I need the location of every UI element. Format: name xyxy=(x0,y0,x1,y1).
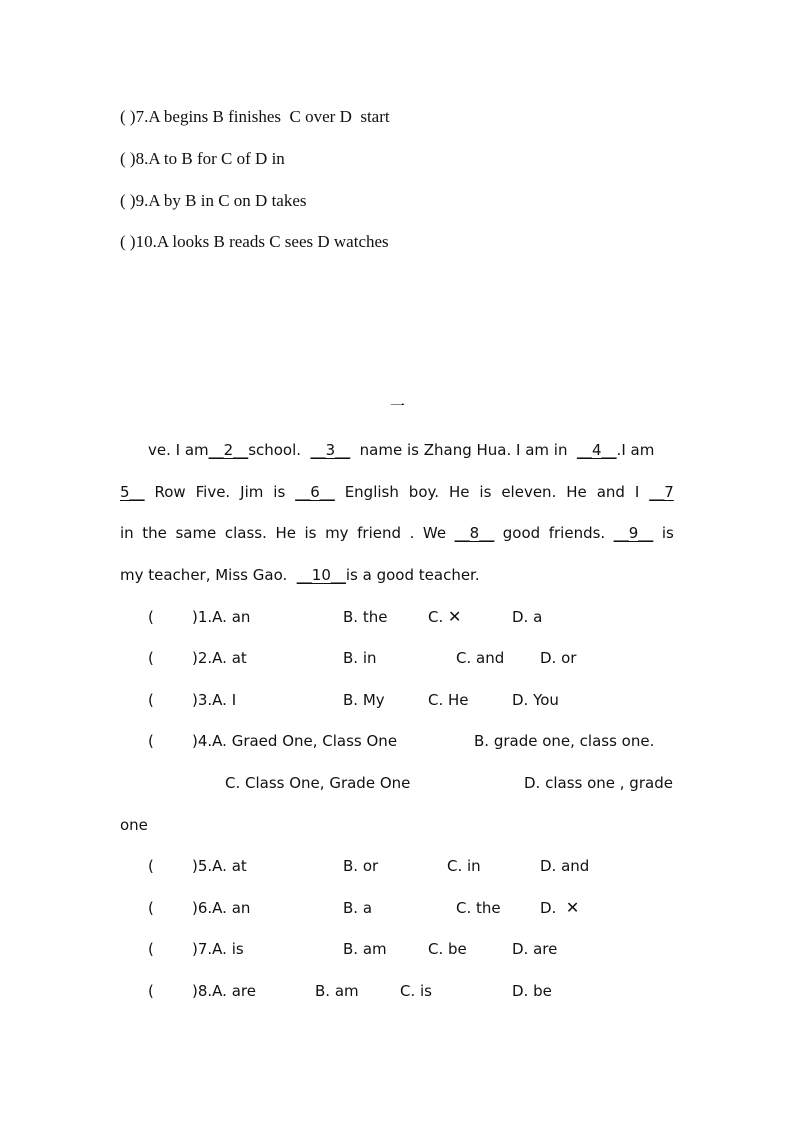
question-9-line: ( )9.A by B in C on D takes xyxy=(120,191,307,210)
section-mark: 一 xyxy=(390,399,406,415)
passage-word: is xyxy=(479,483,492,501)
q4-stem: ( )4.A. Graed One, Class One xyxy=(148,732,398,750)
passage-word: class. xyxy=(224,524,267,542)
blank-7: __7 xyxy=(649,483,674,501)
passage-word: English xyxy=(344,483,399,501)
passage-line-4 xyxy=(120,565,480,585)
passage-text: ve. I am xyxy=(148,441,209,459)
passage-text: is a good teacher. xyxy=(345,566,480,584)
q6-stem: ( )6.A. an xyxy=(148,899,251,917)
passage-word: eleven. xyxy=(501,483,557,501)
passage-word: boy. xyxy=(408,483,440,501)
passage-word: is xyxy=(273,483,286,501)
blank-8: __8__ xyxy=(454,524,495,542)
q4-option-c: C. Class One, Grade One xyxy=(225,774,411,792)
q7-option-d: D. are xyxy=(512,940,558,958)
passage-line-3 xyxy=(120,523,674,543)
q2-option-c: C. and xyxy=(456,649,505,667)
question-7-line: ( )7.A begins B finishes C over D start xyxy=(120,107,390,126)
passage-word: in xyxy=(120,524,134,542)
option-label: D. xyxy=(540,899,557,917)
passage-word: good xyxy=(502,524,541,542)
q2-option-b: B. in xyxy=(343,649,377,667)
blank-10: __10__ xyxy=(296,566,346,584)
q8-option-b: B. am xyxy=(315,982,359,1000)
q3-option-b: B. My xyxy=(343,691,385,709)
q8-option-c: C. is xyxy=(400,982,432,1000)
q4-option-d: D. class one , grade xyxy=(524,774,673,792)
cross-icon: ✕ xyxy=(565,898,580,917)
passage-word: He xyxy=(448,483,470,501)
q5-stem: ( )5.A. at xyxy=(148,857,247,875)
q5-option-d: D. and xyxy=(540,857,590,875)
q6-option-d xyxy=(540,898,579,918)
option-label: C. xyxy=(428,608,444,626)
passage-word: is xyxy=(661,524,674,542)
passage-word: the xyxy=(142,524,167,542)
passage-text: name is Zhang Hua. I am in xyxy=(350,441,577,459)
q6-option-c: C. the xyxy=(456,899,501,917)
q3-option-d: D. You xyxy=(512,691,559,709)
passage-text: school. xyxy=(248,441,311,459)
passage-word: friends. xyxy=(548,524,606,542)
q2-stem: ( )2.A. at xyxy=(148,649,247,667)
blank-4: __4__ xyxy=(577,441,617,459)
passage-word: my xyxy=(325,524,349,542)
q1-option-d: D. a xyxy=(512,608,543,626)
passage-line-2 xyxy=(120,482,674,502)
passage-word: . xyxy=(409,524,415,542)
passage-text: .I am xyxy=(616,441,655,459)
passage-word: Jim xyxy=(240,483,264,501)
passage-word: Five. xyxy=(195,483,231,501)
q7-option-b: B. am xyxy=(343,940,387,958)
passage-text: my teacher, Miss Gao. xyxy=(120,566,297,584)
cross-icon: ✕ xyxy=(448,607,462,626)
q8-option-d: D. be xyxy=(512,982,552,1000)
q3-stem: ( )3.A. I xyxy=(148,691,237,709)
q1-option-c xyxy=(428,607,461,627)
q7-option-c: C. be xyxy=(428,940,467,958)
blank-6: __6__ xyxy=(295,483,335,501)
passage-word: He xyxy=(275,524,296,542)
passage-word: is xyxy=(304,524,317,542)
question-8-line: ( )8.A to B for C of D in xyxy=(120,149,285,168)
passage-word: He xyxy=(566,483,587,501)
q6-option-b: B. a xyxy=(343,899,373,917)
q8-stem: ( )8.A. are xyxy=(148,982,256,1000)
question-10-line: ( )10.A looks B reads C sees D watches xyxy=(120,232,389,251)
passage-word: We xyxy=(422,524,447,542)
blank-9: __9__ xyxy=(613,524,654,542)
q3-option-c: C. He xyxy=(428,691,469,709)
blank-5: 5__ xyxy=(120,483,145,501)
passage-word: Row xyxy=(154,483,186,501)
q2-option-d: D. or xyxy=(540,649,577,667)
blank-3: __3__ xyxy=(310,441,351,459)
passage-word: and xyxy=(596,483,625,501)
passage-line-1 xyxy=(148,440,654,460)
q4-option-b: B. grade one, class one. xyxy=(474,732,655,750)
blank-2: __2__ xyxy=(208,441,249,459)
passage-word: I xyxy=(634,483,640,501)
q5-option-c: C. in xyxy=(447,857,481,875)
passage-word: same xyxy=(175,524,217,542)
q4-option-d-wrap: one xyxy=(120,816,148,834)
passage-word: friend xyxy=(357,524,401,542)
q1-stem: ( )1.A. an xyxy=(148,608,251,626)
q7-stem: ( )7.A. is xyxy=(148,940,244,958)
q5-option-b: B. or xyxy=(343,857,379,875)
q1-option-b: B. the xyxy=(343,608,388,626)
